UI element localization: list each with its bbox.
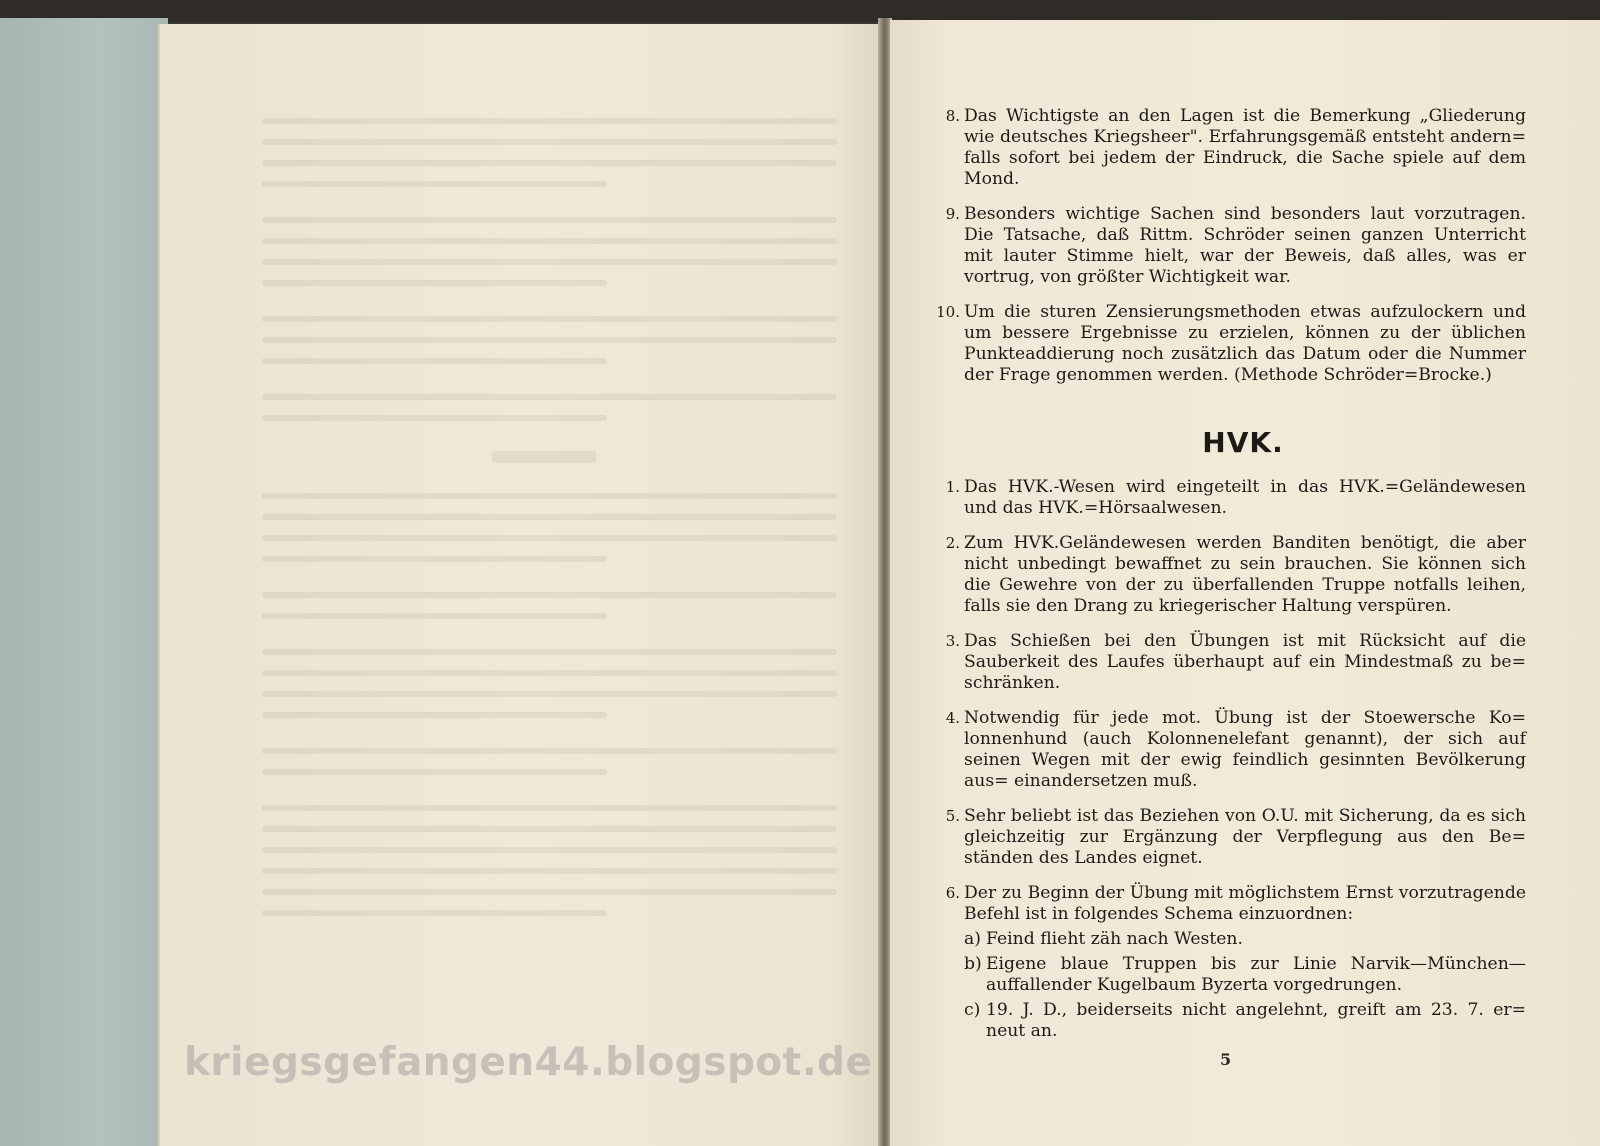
list-item <box>930 302 1526 386</box>
item-number: 5. <box>945 807 960 825</box>
item-text: Sehr beliebt ist das Beziehen von O.U. mit Sicherung, da es sich gleichzeitig zur Ergänzung der Verpflegung aus den Be= ständen des Landes eignet. <box>964 806 1526 868</box>
list-item <box>930 631 1526 694</box>
item-text: Das HVK.-Wesen wird eingeteilt in das HVK.=Geländewesen und das HVK.=Hörsaalwesen. <box>964 477 1526 518</box>
sub-item-text: 19. J. D., beiderseits nicht angelehnt, greift am 23. 7. er= neut an. <box>986 1000 1526 1041</box>
sub-item <box>964 929 1526 950</box>
list-item <box>930 883 1526 1042</box>
book-cover-edge <box>0 18 168 1146</box>
item-number: 4. <box>945 709 960 727</box>
left-page-bleed-through <box>262 118 837 931</box>
sub-item <box>964 954 1526 996</box>
item-body <box>964 883 1526 1042</box>
item-number: 2. <box>945 534 960 552</box>
sub-item-label: a) <box>964 929 981 949</box>
item-number: 10. <box>936 303 960 321</box>
item-number: 8. <box>945 107 960 125</box>
list-item <box>930 806 1526 869</box>
watermark: kriegsgefangen44.blogspot.de <box>184 1040 873 1085</box>
sub-item <box>964 1000 1526 1042</box>
item-text: Das Schießen bei den Übungen ist mit Rücksicht auf die Sauberkeit des Laufes überhaupt auf ein Mindestmaß zu be= schränken. <box>964 631 1526 693</box>
right-page-text <box>930 106 1526 1056</box>
item-text: Notwendig für jede mot. Übung ist der Stoewersche Ko= lonnenhund (auch Kolonnenelefant genannt), der sich auf seinen Wegen mit der ewig feindlich gesinnten Bevölkerung aus= einandersetzen muß. <box>964 708 1526 791</box>
item-text: Zum HVK.Geländewesen werden Banditen benötigt, die aber nicht unbedingt bewaffnet zu sein brauchen. Sie können sich die Gewehre von der zu überfallenden Truppe notfalls leihen, falls sie den Drang zu kriegerischer Haltung verspüren. <box>964 533 1526 616</box>
item-number: 3. <box>945 632 960 650</box>
list-item <box>930 708 1526 792</box>
item-text: Um die sturen Zensierungsmethoden etwas aufzulockern und um bessere Ergebnisse zu erzielen, können zu der üblichen Punkteaddierung noch zusätzlich das Datum oder die Nummer der Frage genommen werden. (Methode Schröder=Brocke.) <box>964 302 1526 385</box>
top-edge <box>0 0 1600 22</box>
list-item <box>930 106 1526 190</box>
sub-item-text: Feind flieht zäh nach Westen. <box>986 929 1243 949</box>
item-number: 6. <box>945 884 960 902</box>
item-text: Besonders wichtige Sachen sind besonders laut vorzutragen. Die Tatsache, daß Rittm. Schröder seinen ganzen Unterricht mit lauter Stimme hielt, war der Beweis, daß alles, was er vortrug, von größter Wichtigkeit war. <box>964 204 1526 287</box>
list-item <box>930 477 1526 519</box>
item-number: 9. <box>945 205 960 223</box>
item-text: Das Wichtigste an den Lagen ist die Bemerkung „Gliederung wie deutsches Kriegsheer". Erfahrungsgemäß entsteht andern= falls sofort bei jedem der Eindruck, die Sache spiele auf dem Mond. <box>964 106 1526 189</box>
list-item <box>930 204 1526 288</box>
sub-item-label: c) <box>964 1000 981 1020</box>
item-number: 1. <box>945 478 960 496</box>
page-number: 5 <box>1220 1050 1232 1069</box>
list-item <box>930 533 1526 617</box>
sub-item-label: b) <box>964 954 982 974</box>
sub-item-text: Eigene blaue Truppen bis zur Linie Narvik—München— auffallender Kugelbaum Byzerta vorgedrungen. <box>986 954 1526 995</box>
section-heading: HVK. <box>1202 426 1284 459</box>
item-text: Der zu Beginn der Übung mit möglichstem Ernst vorzutragende Befehl ist in folgendes Schema einzuordnen: <box>964 883 1526 924</box>
